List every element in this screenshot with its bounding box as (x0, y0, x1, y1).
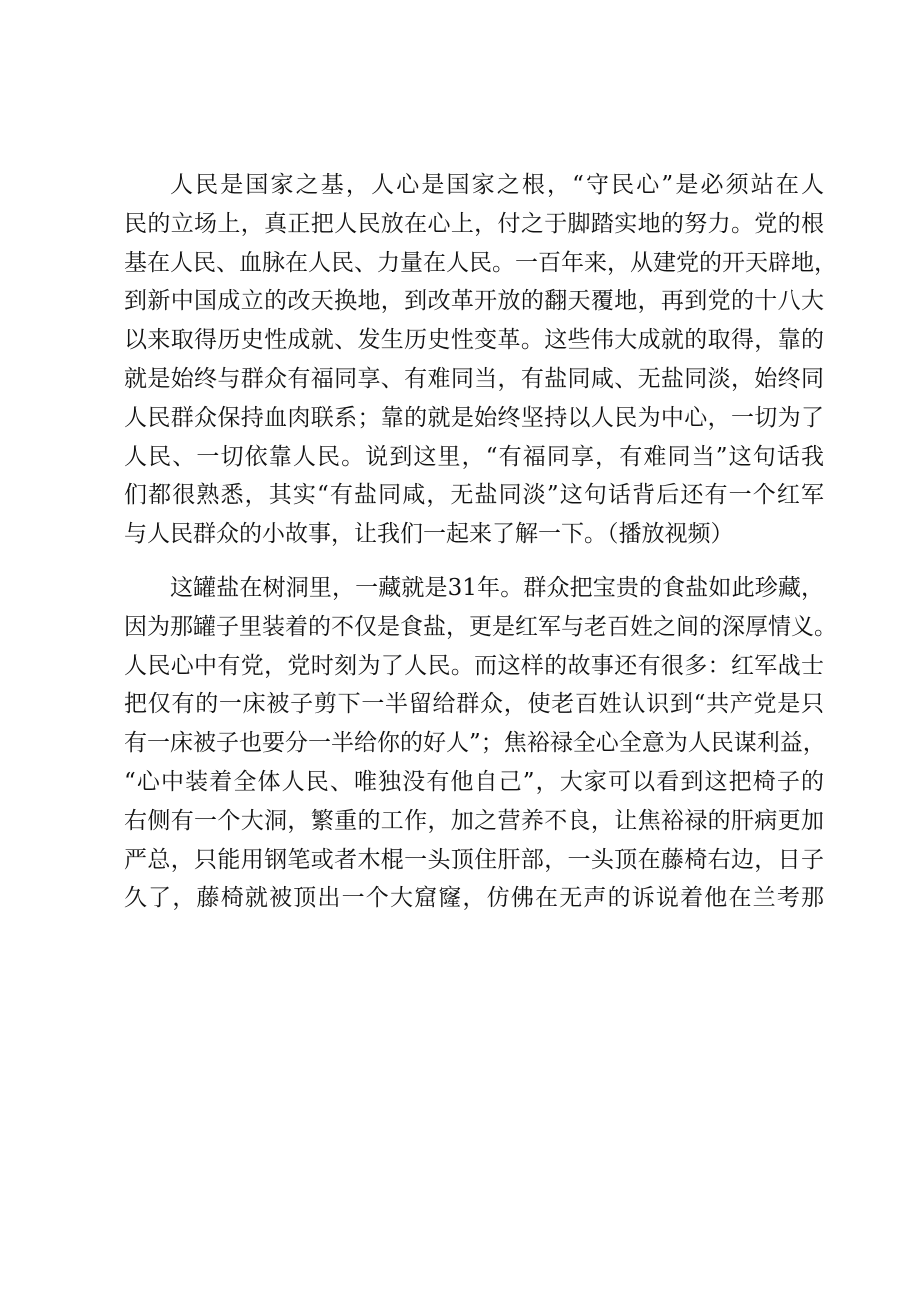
paragraph-line: 基在人民、血脉在人民、力量在人民。一百年来，从建党的开天辟地， (124, 249, 837, 276)
paragraph-line: 们都很熟悉，其实“有盐同咸，无盐同淡”这句话背后还有一个红军 (124, 482, 824, 509)
paragraph-line: 与人民群众的小故事，让我们一起来了解一下。（播放视频） (124, 521, 734, 548)
paragraph-line: 人民群众保持血肉联系；靠的就是始终坚持以人民为中心，一切为了 (124, 404, 824, 431)
paragraph-line: 右侧有一个大洞，繁重的工作，加之营养不良，让焦裕禄的肝病更加 (124, 807, 824, 834)
paragraph-line: 人民、一切依靠人民。说到这里，“有福同享，有难同当”这句话我 (124, 443, 824, 470)
paragraph-line: 就是始终与群众有福同享、有难同当，有盐同咸、无盐同淡，始终同 (124, 365, 824, 392)
paragraph-line: 久了，藤椅就被顶出一个大窟窿，仿佛在无声的诉说着他在兰考那 (124, 885, 824, 912)
paragraph-line: 到新中国成立的改天换地，到改革开放的翻天覆地，再到党的十八大 (124, 288, 824, 315)
paragraph-line: 以来取得历史性成就、发生历史性变革。这些伟大成就的取得，靠的 (124, 327, 824, 354)
paragraph-1 (124, 166, 837, 554)
paragraph-line: 严总，只能用钢笔或者木棍一头顶住肝部，一头顶在藤椅右边，日子 (124, 846, 824, 873)
paragraph-line: 这罐盐在树洞里，一藏就是31年。群众把宝贵的食盐如此珍藏， (170, 574, 824, 601)
paragraph-spacer (124, 554, 824, 569)
document-body (124, 166, 837, 918)
paragraph-line: 人民心中有党，党时刻为了人民。而这样的故事还有很多：红军战士 (124, 652, 824, 679)
paragraph-line: 人民是国家之基，人心是国家之根，“守民心”是必须站在人 (170, 172, 824, 198)
paragraph-line: “心中装着全体人民、唯独没有他自己”，大家可以看到这把椅子的 (124, 768, 824, 795)
paragraph-2 (124, 569, 837, 918)
paragraph-line: 民的立场上，真正把人民放在心上，付之于脚踏实地的努力。党的根 (124, 210, 824, 237)
paragraph-line: 把仅有的一床被子剪下一半留给群众，使老百姓认识到“共产党是只 (124, 691, 824, 718)
paragraph-line: 因为那罐子里装着的不仅是食盐，更是红军与老百姓之间的深厚情义。 (124, 613, 837, 640)
paragraph-line: 有一床被子也要分一半给你的好人”；焦裕禄全心全意为人民谋利益， (124, 730, 826, 757)
